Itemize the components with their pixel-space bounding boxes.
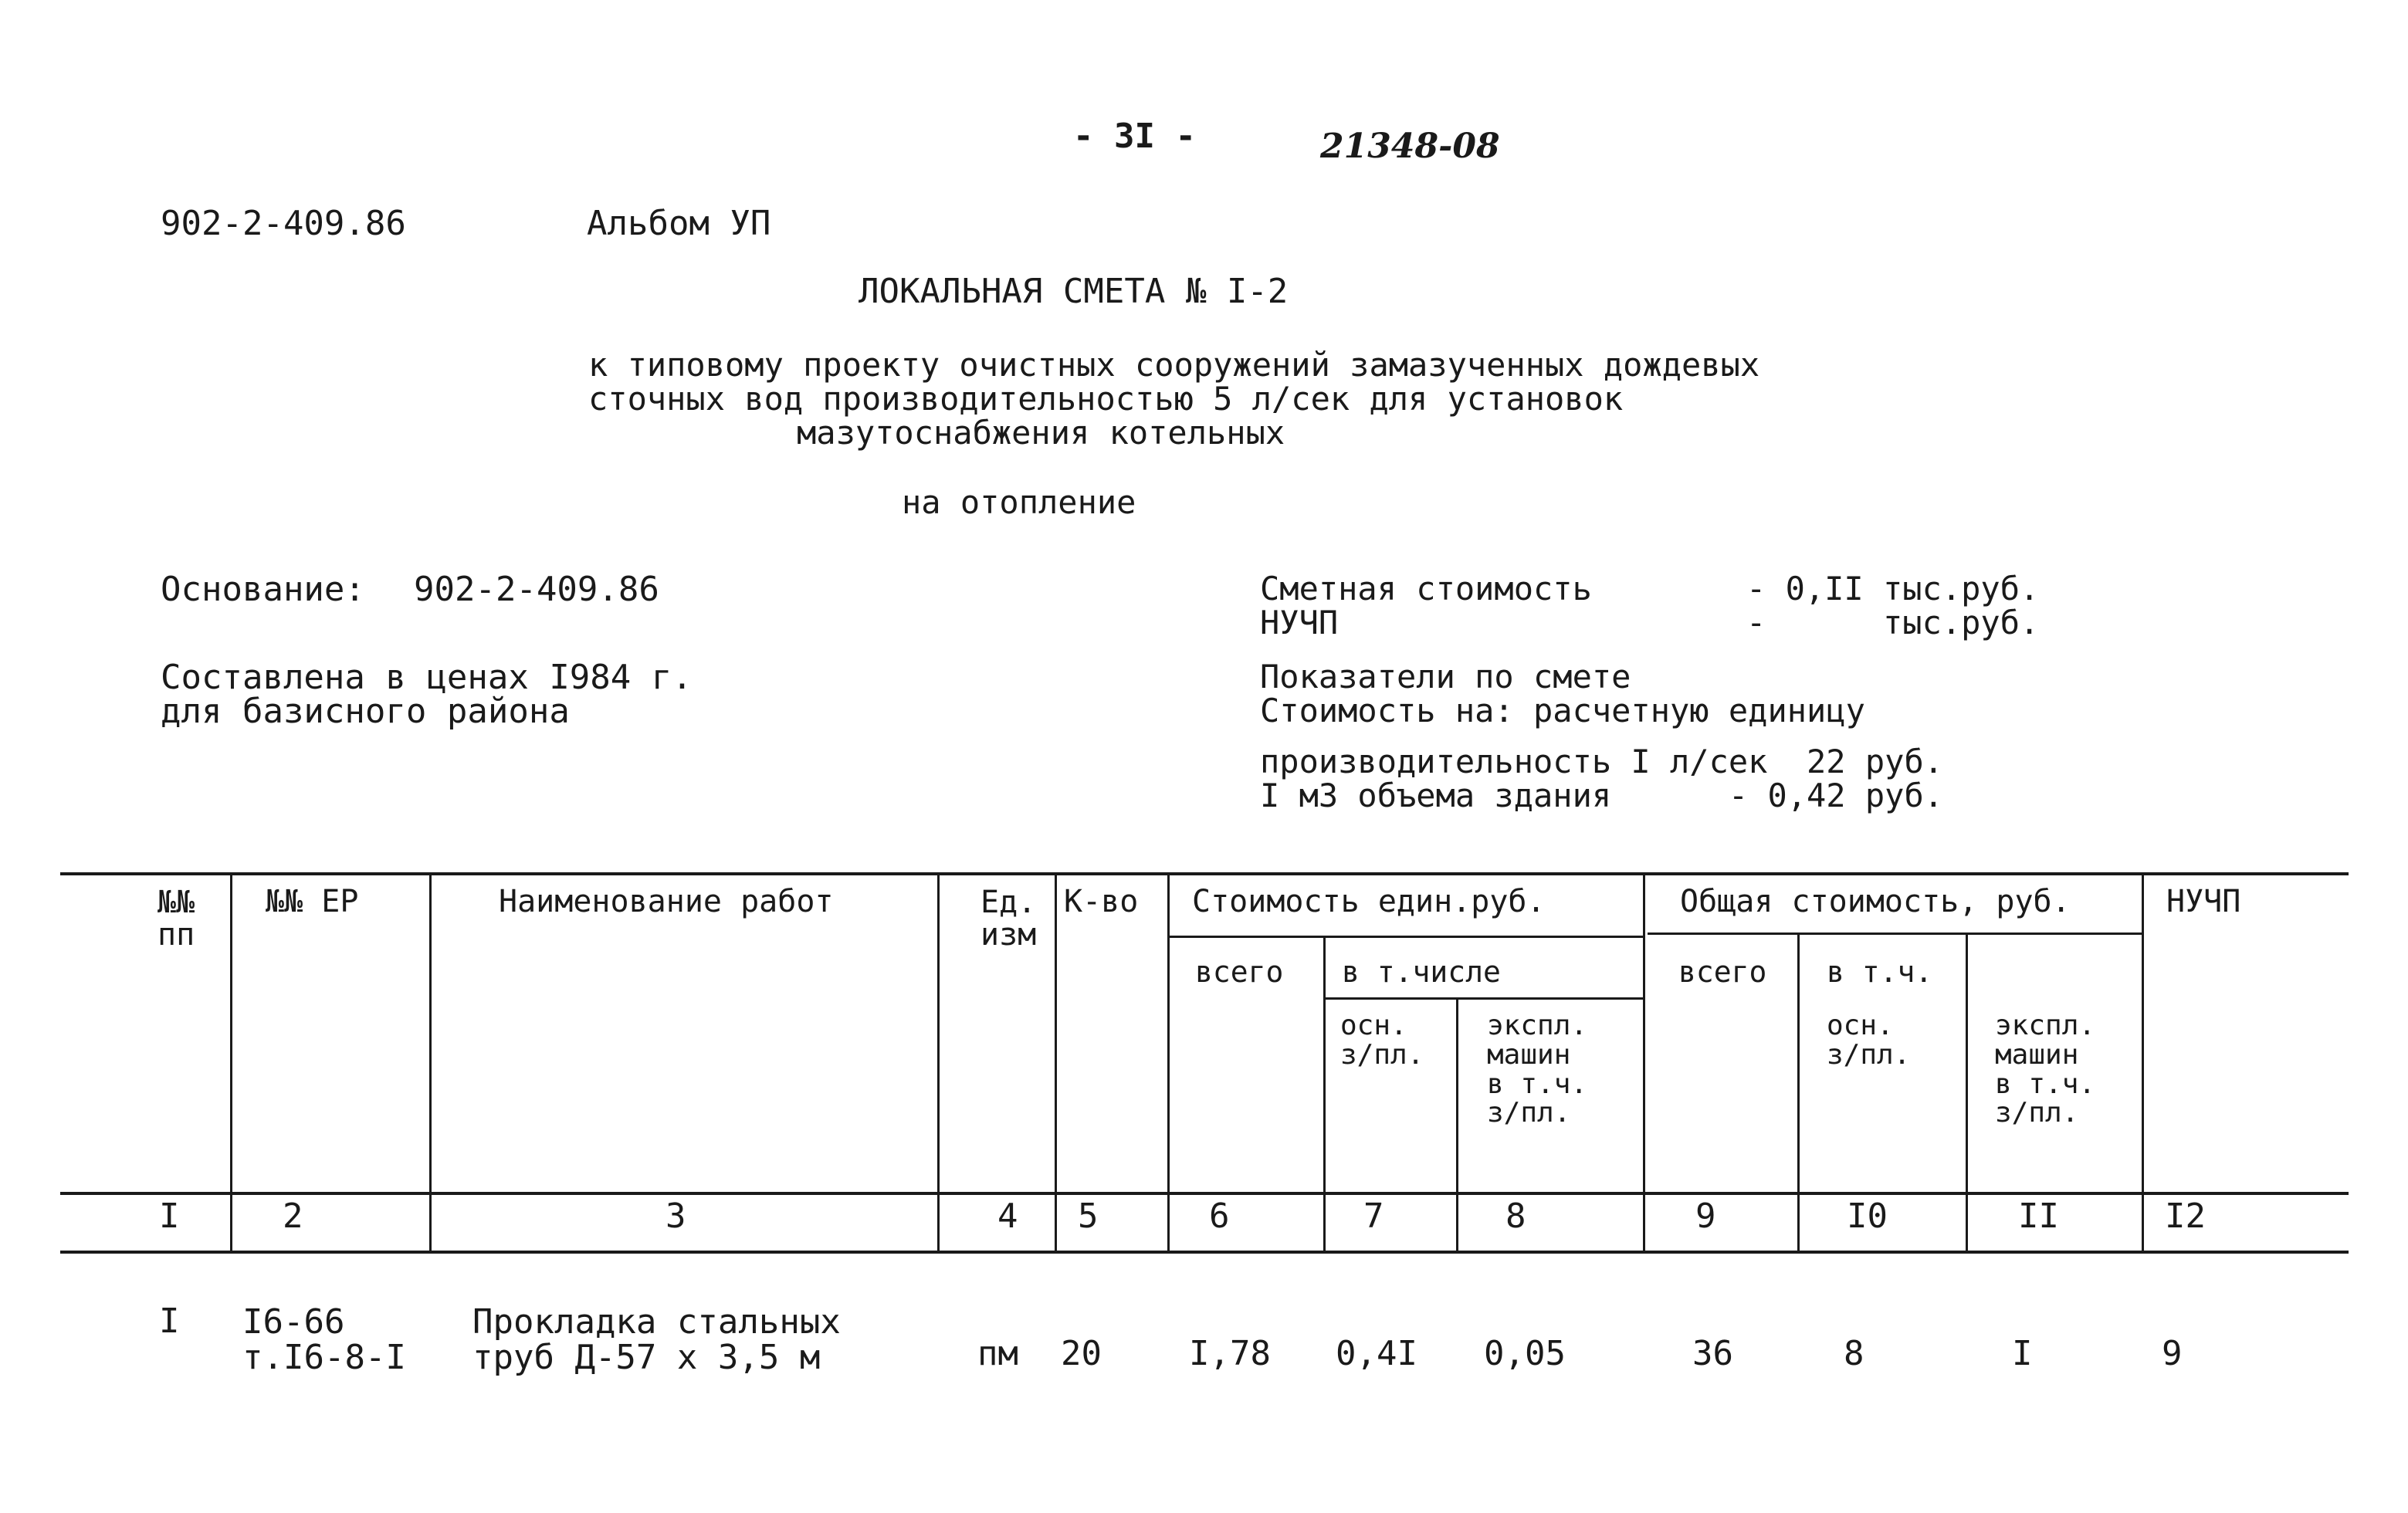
row-er: I6-66 т.I6-8-I bbox=[242, 1302, 406, 1378]
row-name: Прокладка стальных труб Д-57 х 3,5 м bbox=[472, 1302, 841, 1378]
col-number-3: 3 bbox=[666, 1197, 686, 1236]
row-total: 36 bbox=[1692, 1334, 1733, 1373]
header-num: №№ пп bbox=[157, 885, 195, 953]
header-qty: К-во bbox=[1064, 884, 1139, 919]
row-total-ekspl: I bbox=[2012, 1334, 2033, 1373]
total-cost-divider bbox=[1648, 933, 2142, 935]
page-number: - 3I - bbox=[1073, 117, 1196, 156]
col-number-11: II bbox=[2018, 1197, 2059, 1236]
header-total-cost: Общая стоимость, руб. bbox=[1680, 884, 2071, 919]
col-divider-9 bbox=[1797, 934, 1800, 1254]
header-unit: Ед. изм bbox=[980, 885, 1037, 953]
col-number-10: I0 bbox=[1847, 1197, 1888, 1236]
prices-line-1: Составлена в ценах I984 г. bbox=[161, 658, 693, 697]
document-title: ЛОКАЛЬНАЯ СМЕТА № I-2 bbox=[859, 272, 1289, 311]
col-divider-3 bbox=[937, 872, 940, 1254]
col-number-12: I2 bbox=[2165, 1197, 2206, 1236]
column-numbers-bottom-rule bbox=[60, 1251, 2349, 1254]
col-divider-8 bbox=[1643, 872, 1645, 1254]
table-top-rule bbox=[60, 872, 2349, 875]
col-divider-7 bbox=[1456, 997, 1458, 1254]
header-incl-1: в т.числе bbox=[1342, 955, 1501, 989]
col-number-5: 5 bbox=[1078, 1197, 1099, 1236]
header-vsego-2: всего bbox=[1678, 955, 1767, 989]
col-divider-2 bbox=[429, 872, 432, 1254]
album-label: Альбом УП bbox=[587, 204, 771, 243]
doc-code: 902-2-409.86 bbox=[161, 204, 406, 243]
basis-value: 902-2-409.86 bbox=[414, 570, 659, 609]
header-vsego-1: всего bbox=[1195, 955, 1284, 989]
row-total-osn: 8 bbox=[1844, 1334, 1864, 1373]
unit-cost-divider bbox=[1169, 936, 1644, 938]
nuchp-value: - тыс.руб. bbox=[1746, 604, 2040, 641]
col-divider-4 bbox=[1055, 872, 1057, 1254]
col-number-6: 6 bbox=[1209, 1197, 1230, 1236]
col-divider-1 bbox=[230, 872, 232, 1254]
header-ekspl-1: экспл. машин в т.ч. з/пл. bbox=[1487, 1010, 1588, 1129]
col-number-4: 4 bbox=[997, 1197, 1018, 1236]
col-divider-10 bbox=[1966, 934, 1968, 1254]
row-unit: пм bbox=[977, 1334, 1018, 1373]
handwritten-code: 21348-08 bbox=[1320, 127, 1500, 166]
row-unit-osn: 0,4I bbox=[1336, 1334, 1417, 1373]
header-er: №№ ЕР bbox=[266, 884, 359, 919]
header-name: Наименование работ bbox=[499, 884, 834, 919]
col-number-2: 2 bbox=[283, 1197, 303, 1236]
section-title: на отопление bbox=[902, 483, 1136, 521]
indicators-line-2: Стоимость на: расчетную единицу bbox=[1260, 692, 1865, 729]
indicators-line-3: производительность I л/сек 22 руб. bbox=[1260, 743, 1944, 780]
header-osn-2: осн. з/пл. bbox=[1827, 1010, 1911, 1071]
indicators-line-4: I м3 объема здания - 0,42 руб. bbox=[1260, 777, 1944, 814]
col-number-9: 9 bbox=[1695, 1197, 1716, 1236]
header-incl-2: в т.ч. bbox=[1827, 955, 1933, 989]
header-ekspl-2: экспл. машин в т.ч. з/пл. bbox=[1995, 1010, 2096, 1129]
col-divider-11 bbox=[2142, 872, 2144, 1254]
basis-label: Основание: bbox=[161, 570, 365, 609]
header-osn-1: осн. з/пл. bbox=[1340, 1010, 1424, 1071]
header-unit-cost: Стоимость един.руб. bbox=[1192, 884, 1546, 919]
prices-line-2: для базисного района bbox=[161, 692, 570, 731]
col-number-8: 8 bbox=[1505, 1197, 1526, 1236]
col-divider-5 bbox=[1167, 872, 1170, 1254]
col-number-1: I bbox=[159, 1197, 180, 1236]
subtitle-line-2: сточных вод производительностью 5 л/сек для установок bbox=[588, 380, 1624, 418]
cost-label: Сметная стоимость bbox=[1260, 570, 1592, 608]
row-qty: 20 bbox=[1061, 1334, 1102, 1373]
incl-divider bbox=[1325, 997, 1644, 1000]
row-unit-ekspl: 0,05 bbox=[1484, 1334, 1566, 1373]
subtitle-line-3: мазутоснабжения котельных bbox=[797, 414, 1285, 452]
col-number-7: 7 bbox=[1363, 1197, 1384, 1236]
header-nuchp: НУЧП bbox=[2166, 884, 2241, 919]
row-nuchp: 9 bbox=[2162, 1334, 2183, 1373]
column-numbers-top-rule bbox=[60, 1192, 2349, 1195]
col-divider-6 bbox=[1323, 936, 1326, 1254]
row-num: I bbox=[159, 1301, 180, 1341]
cost-value: - 0,II тыс.руб. bbox=[1746, 570, 2040, 608]
subtitle-line-1: к типовому проекту очистных сооружений замазученных дождевых bbox=[588, 346, 1760, 384]
indicators-line-1: Показатели по смете bbox=[1260, 658, 1631, 696]
nuchp-label: НУЧП bbox=[1260, 604, 1339, 641]
row-unit-total: I,78 bbox=[1189, 1334, 1271, 1373]
